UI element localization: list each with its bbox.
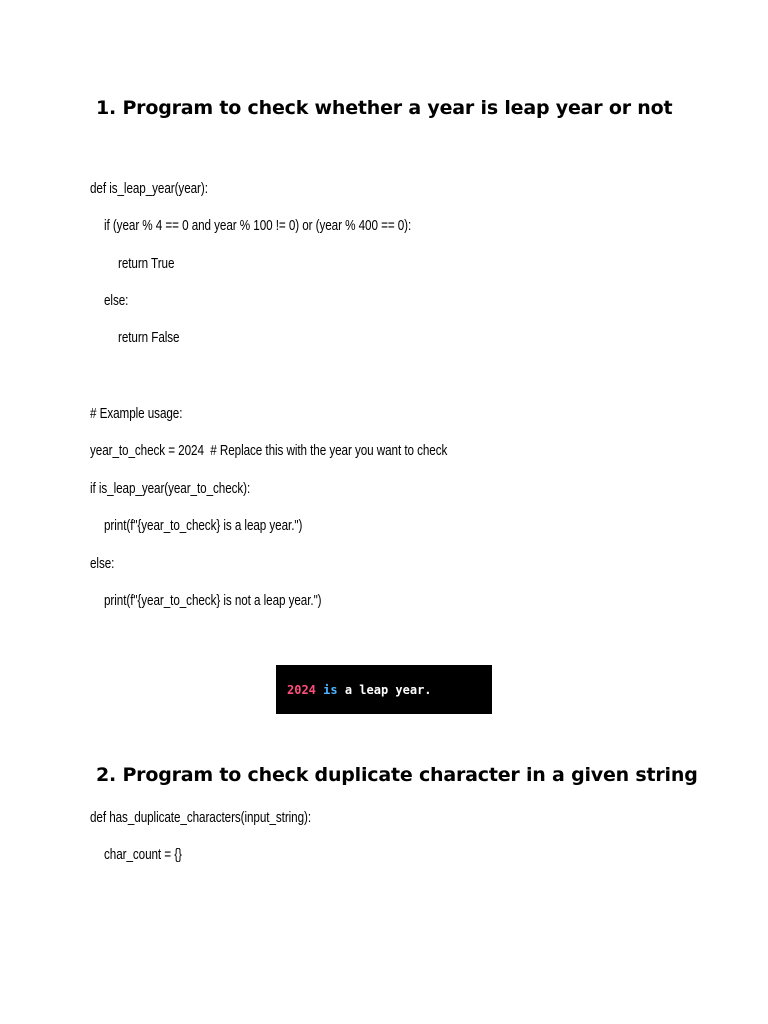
- code-line: return False: [118, 329, 180, 346]
- code-line: else:: [90, 555, 115, 572]
- code-line: print(f"{year_to_check} is a leap year."): [104, 517, 303, 534]
- code-line: year_to_check = 2024 # Replace this with the year you want to check: [90, 442, 448, 459]
- section1-heading: 1. Program to check whether a year is leap year or not: [96, 97, 673, 119]
- section2-heading: 2. Program to check duplicate character in a given string: [96, 764, 698, 786]
- code-line: return True: [118, 255, 175, 272]
- output-terminal: [276, 665, 492, 714]
- output-keyword: is: [323, 682, 338, 697]
- code-line: if (year % 4 == 0 and year % 100 != 0) or (year % 400 == 0):: [104, 217, 412, 234]
- output-text: a leap year.: [344, 682, 432, 697]
- code-line: print(f"{year_to_check} is not a leap year."): [104, 592, 322, 609]
- code-line: def is_leap_year(year):: [90, 180, 208, 197]
- code-line: char_count = {}: [104, 846, 182, 863]
- code-line: if is_leap_year(year_to_check):: [90, 480, 251, 497]
- output-number: 2024: [287, 682, 316, 697]
- code-line: def has_duplicate_characters(input_string):: [90, 809, 312, 826]
- code-line: else:: [104, 292, 129, 309]
- code-comment: # Example usage:: [90, 405, 183, 422]
